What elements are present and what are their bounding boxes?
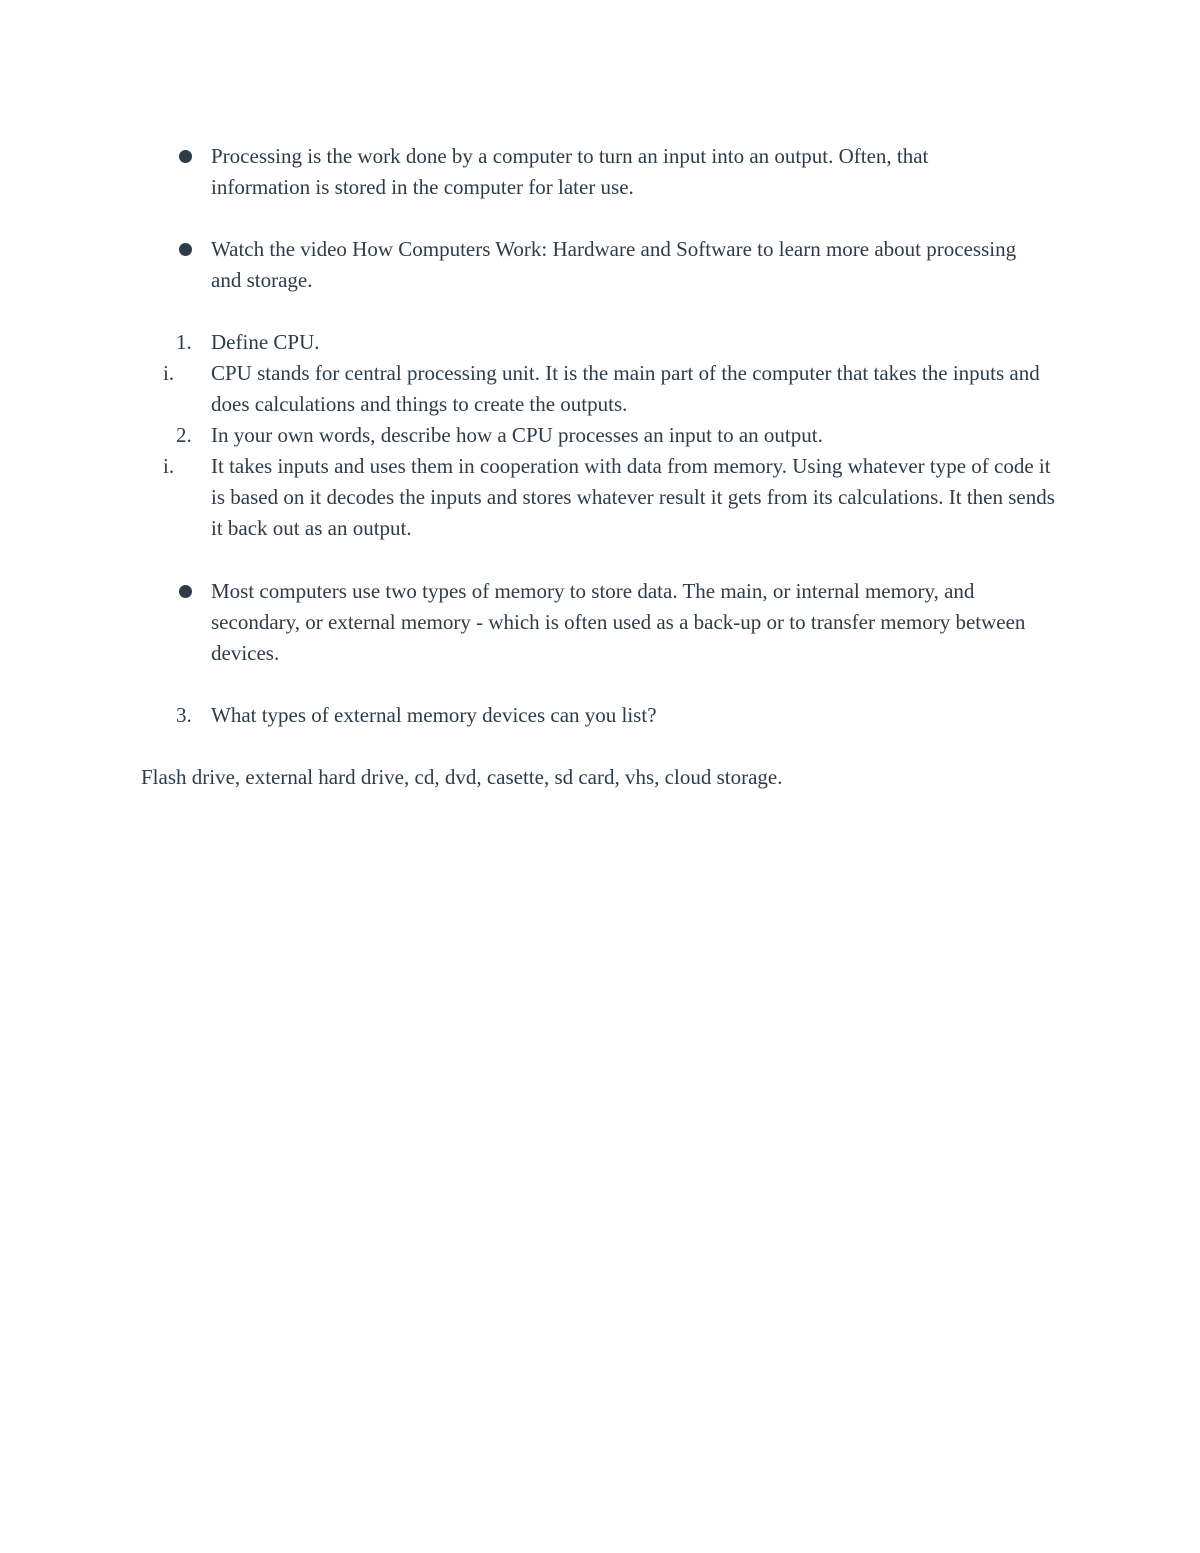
question-text: In your own words, describe how a CPU processes an input to an output. (211, 423, 823, 447)
bullet-text: Processing is the work done by a computer to turn an input into an output. Often, that information is stored in the computer for later use. (211, 144, 929, 199)
final-answer-text: Flash drive, external hard drive, cd, dvd, casette, sd card, vhs, cloud storage. (141, 765, 783, 789)
bullet-dot-icon (179, 150, 192, 163)
question-number: 2. (176, 423, 192, 447)
question-text: Define CPU. (211, 330, 320, 354)
bullet-dot-icon (179, 243, 192, 256)
question-text: What types of external memory devices can you list? (211, 703, 657, 727)
answer-text: It takes inputs and uses them in cooperation with data from memory. Using whatever type of code it is based on it decodes the inputs and stores whatever result it gets from its calculations. It then sends it back out as an output. (211, 454, 1055, 540)
bullet-text: Watch the video How Computers Work: Hardware and Software to learn more about processing and storage. (211, 237, 1017, 292)
bullet-dot-icon (179, 585, 192, 598)
answer-text: CPU stands for central processing unit. It is the main part of the computer that takes the inputs and does calculations and things to create the outputs. (211, 361, 1040, 416)
question-number: 3. (176, 703, 192, 727)
answer-marker: i. (163, 361, 175, 385)
question-number: 1. (176, 330, 192, 354)
bullet-text: Most computers use two types of memory to store data. The main, or internal memory, and secondary, or external memory - which is often used as a back-up or to transfer memory between devices. (211, 579, 1026, 665)
answer-marker: i. (163, 454, 175, 478)
